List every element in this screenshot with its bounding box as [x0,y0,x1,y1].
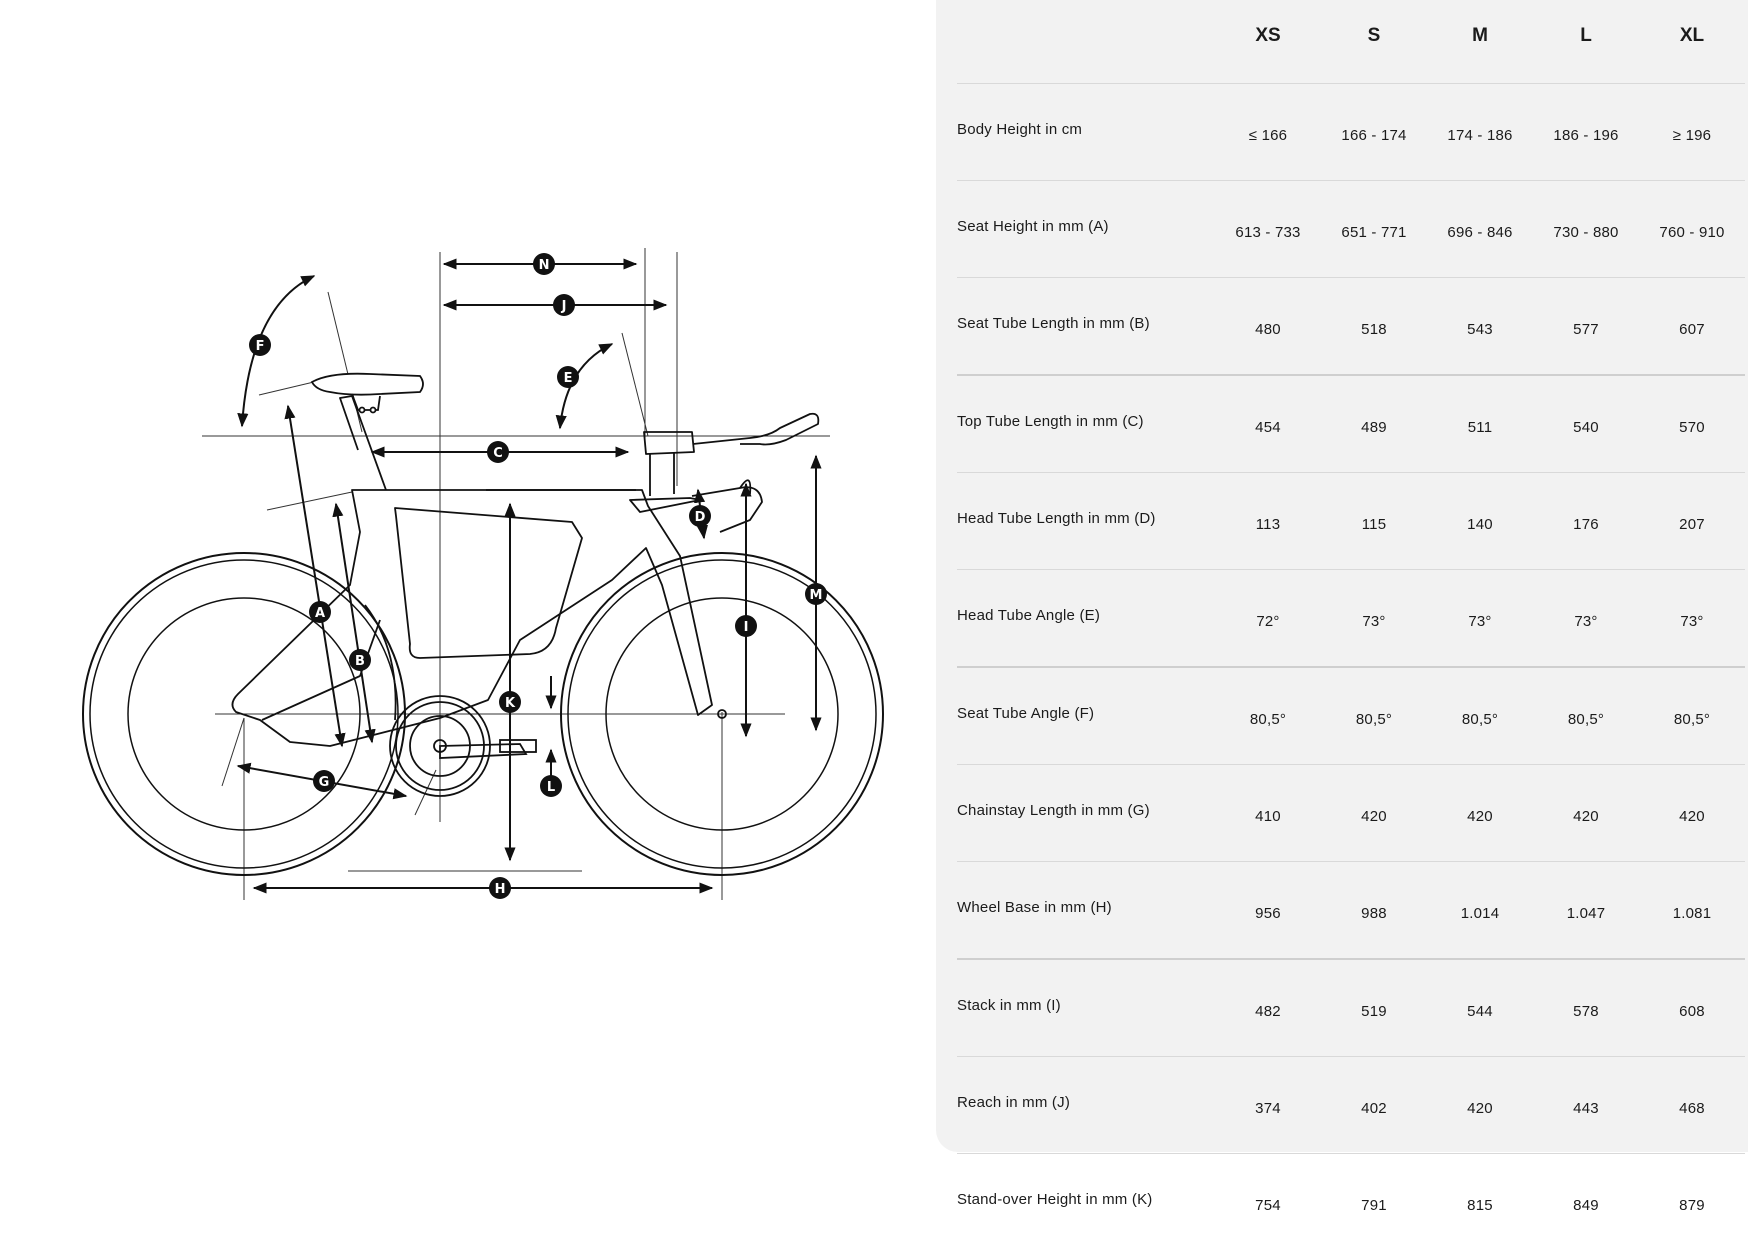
header-empty [957,0,1215,84]
row-value-xs: 480 [1215,278,1321,376]
row-label: Seat Height in mm (A) [957,181,1215,278]
row-value-m: 511 [1427,375,1533,473]
size-header-xl: XL [1639,0,1745,84]
row-value-l: 540 [1533,375,1639,473]
row-value-l: 849 [1533,1154,1639,1250]
row-value-s: 651 - 771 [1321,181,1427,278]
table-row [957,375,1745,473]
row-value-xl: 607 [1639,278,1745,376]
row-value-s: 791 [1321,1154,1427,1250]
row-value-s: 80,5° [1321,667,1427,765]
row-value-xl: 760 - 910 [1639,181,1745,278]
row-value-m: 140 [1427,473,1533,570]
row-value-xs: 454 [1215,375,1321,473]
svg-text:I: I [744,620,749,635]
svg-text:F: F [256,339,265,354]
row-label: Reach in mm (J) [957,1057,1215,1154]
label-E [557,366,579,388]
row-label: Top Tube Length in mm (C) [957,375,1215,473]
svg-text:C: C [493,446,503,461]
row-value-l: 577 [1533,278,1639,376]
row-value-xl: 468 [1639,1057,1745,1154]
row-label: Stand-over Height in mm (K) [957,1154,1215,1250]
table-row [957,959,1745,1057]
svg-text:H: H [495,882,506,897]
bike-frame [232,396,818,746]
row-label: Chainstay Length in mm (G) [957,765,1215,862]
size-header-m: M [1427,0,1533,84]
table-row [957,278,1745,376]
row-value-s: 420 [1321,765,1427,862]
svg-text:B: B [355,654,365,669]
row-value-xl: 570 [1639,375,1745,473]
row-value-l: 73° [1533,570,1639,668]
svg-text:K: K [505,696,516,711]
row-label: Seat Tube Angle (F) [957,667,1215,765]
row-value-m: 420 [1427,765,1533,862]
row-label: Body Height in cm [957,84,1215,181]
row-value-s: 489 [1321,375,1427,473]
row-value-s: 166 - 174 [1321,84,1427,181]
row-value-s: 519 [1321,959,1427,1057]
row-label: Wheel Base in mm (H) [957,862,1215,960]
row-value-s: 988 [1321,862,1427,960]
row-value-m: 73° [1427,570,1533,668]
row-value-xs: 374 [1215,1057,1321,1154]
row-value-xl: 73° [1639,570,1745,668]
row-label: Seat Tube Length in mm (B) [957,278,1215,376]
dimension-labels [249,253,827,899]
row-value-xs: 410 [1215,765,1321,862]
row-value-xl: 879 [1639,1154,1745,1250]
row-value-xs: 482 [1215,959,1321,1057]
table-row [957,181,1745,278]
geometry-table-panel [936,0,1748,1152]
size-header-xs: XS [1215,0,1321,84]
row-value-xs: 956 [1215,862,1321,960]
geometry-table [957,0,1745,1250]
label-A [309,601,331,623]
svg-text:M: M [810,588,823,603]
row-value-m: 815 [1427,1154,1533,1250]
svg-text:N: N [539,258,550,273]
row-value-xl: 420 [1639,765,1745,862]
label-K [499,691,521,713]
label-H [489,877,511,899]
row-value-m: 696 - 846 [1427,181,1533,278]
row-value-m: 543 [1427,278,1533,376]
label-D [689,505,711,527]
label-L [540,775,562,797]
row-value-xl: ≥ 196 [1639,84,1745,181]
label-J [553,294,575,316]
label-M [805,583,827,605]
row-value-xs: 80,5° [1215,667,1321,765]
row-value-l: 730 - 880 [1533,181,1639,278]
row-value-xs: 613 - 733 [1215,181,1321,278]
row-value-l: 186 - 196 [1533,84,1639,181]
row-value-l: 420 [1533,765,1639,862]
table-row [957,1057,1745,1154]
label-B [349,649,371,671]
svg-text:A: A [315,606,325,621]
row-value-s: 115 [1321,473,1427,570]
row-value-xl: 80,5° [1639,667,1745,765]
row-value-m: 420 [1427,1057,1533,1154]
table-row [957,1154,1745,1250]
table-row [957,765,1745,862]
table-row [957,667,1745,765]
row-value-m: 80,5° [1427,667,1533,765]
table-row [957,862,1745,960]
row-label: Head Tube Angle (E) [957,570,1215,668]
svg-text:E: E [564,371,573,386]
row-value-xs: 72° [1215,570,1321,668]
row-value-s: 73° [1321,570,1427,668]
row-label: Head Tube Length in mm (D) [957,473,1215,570]
row-label: Stack in mm (I) [957,959,1215,1057]
label-I [735,615,757,637]
table-row [957,84,1745,181]
svg-text:D: D [695,510,706,525]
row-value-xl: 608 [1639,959,1745,1057]
reference-lines [202,248,830,900]
label-G [313,770,335,792]
row-value-l: 443 [1533,1057,1639,1154]
row-value-xl: 1.081 [1639,862,1745,960]
size-header-l: L [1533,0,1639,84]
table-row [957,570,1745,668]
row-value-l: 1.047 [1533,862,1639,960]
svg-text:G: G [319,775,330,790]
row-value-m: 544 [1427,959,1533,1057]
row-value-xs: ≤ 166 [1215,84,1321,181]
dimension-arrows [238,264,816,888]
label-F [249,334,271,356]
row-value-xs: 113 [1215,473,1321,570]
table-row [957,473,1745,570]
svg-text:L: L [547,780,555,795]
bike-geometry-diagram [0,0,930,1158]
row-value-s: 402 [1321,1057,1427,1154]
svg-text:J: J [561,299,567,314]
row-value-m: 174 - 186 [1427,84,1533,181]
row-value-l: 578 [1533,959,1639,1057]
size-header-row [957,0,1745,84]
row-value-xs: 754 [1215,1154,1321,1250]
row-value-l: 80,5° [1533,667,1639,765]
row-value-l: 176 [1533,473,1639,570]
row-value-s: 518 [1321,278,1427,376]
label-C [487,441,509,463]
row-value-xl: 207 [1639,473,1745,570]
size-header-s: S [1321,0,1427,84]
saddle [312,374,423,413]
label-N [533,253,555,275]
row-value-m: 1.014 [1427,862,1533,960]
